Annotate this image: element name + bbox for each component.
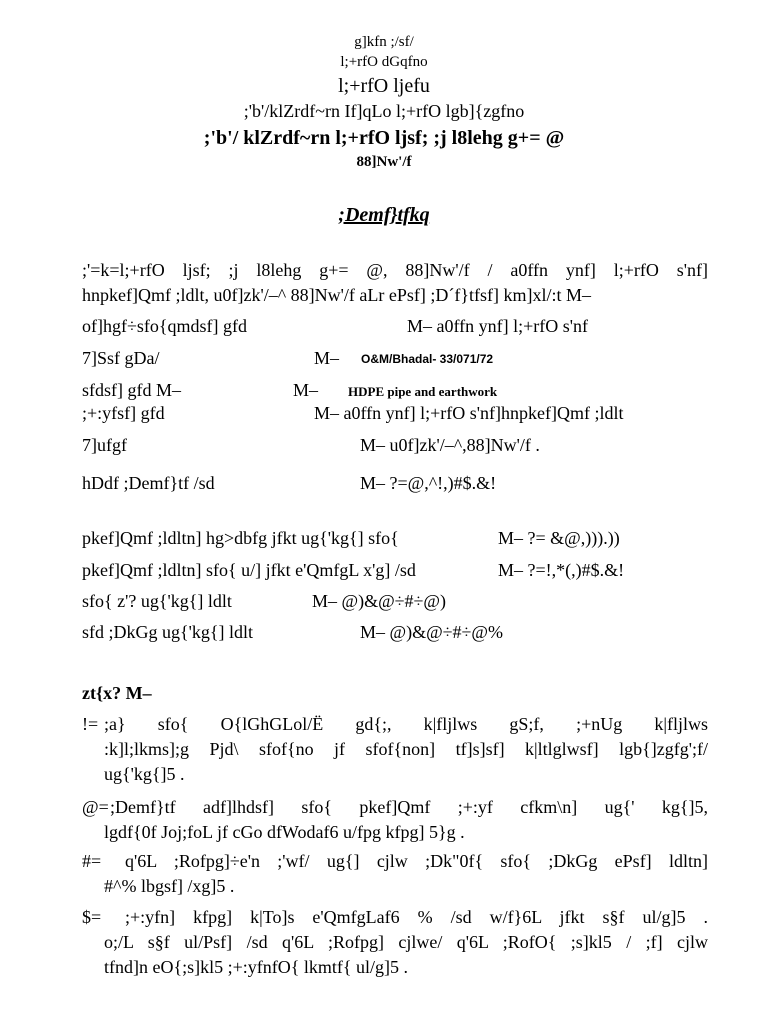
address-value: M– u0f]zk'/–^,88]Nw'/f . (360, 435, 540, 455)
header-directorate: ;'b'/klZrdf~rn If]qLo l;+rfO lgb]{zgfno (243, 101, 525, 121)
condition-2-number: @= (82, 797, 109, 817)
contract-number-sep: M– (314, 348, 340, 368)
document-title: ;Demf}tfkq (338, 204, 430, 226)
contract-number-label: 7]Ssf gDa/ (82, 348, 160, 368)
intro-line-1: ;'=k=l;+rfO ljsf; ;j l8lehg g+= @, 88]Nw'/f / a0ffn ynf] l;+rfO s'nf] (82, 260, 708, 280)
condition-2-line-1: ;Demf}tf adf]lhdsf] sfo{ pkef]Qmf ;+:yf cfkm\n] ug{' kg{]5, (110, 797, 708, 817)
header-location: 88]Nw'/f (356, 154, 412, 170)
project-name-value: M– a0ffn ynf] l;+rfO s'nf (407, 316, 589, 336)
payable-amount-label: pkef]Qmf ;ldltn] sfo{ u/] jfkt e'QmfgL x'g] /sd (82, 560, 416, 580)
address-label: 7]ufgf (82, 435, 127, 455)
completion-date-value: M– @)&@÷#÷@% (360, 622, 503, 642)
condition-3-number: #= (82, 851, 102, 871)
header-ministry-line2: l;+rfO dGqfno (340, 54, 428, 70)
condition-4-line-2: o;/L s§f ul/Psf] /sd q'6L ;Rofpg] cjlwe/ q'6L ;RofO{ ;s]kl5 / ;f] cjlw (104, 932, 708, 952)
work-name-value: HDPE pipe and earthwork (348, 384, 498, 399)
intro-line-2: hnpkef]Qmf ;ldlt, u0f]zk'/–^ 88]Nw'/f aLr ePsf] ;D´f}tfsf] km]xl/:t M– (82, 285, 591, 305)
condition-4-line-1: ;+:yfn] kfpg] k|To]s e'QmfgLaf6 % /sd w/f}6L jfkt s§f ul/g]5 . (125, 907, 708, 927)
work-name-sep: M– (293, 380, 319, 400)
condition-1-line-3: ug{'kg{]5 . (104, 764, 185, 784)
work-name-label: sfdsf] gfd M– (82, 380, 181, 400)
header-ministry-line1: g]kfn ;/sf/ (354, 34, 414, 50)
condition-4-number: $= (82, 907, 102, 927)
total-agreement-amount-value: M– ?=@,^!,)#$.&! (360, 473, 497, 493)
condition-1-line-2: :k]l;lkms];g Pjd\ sfof{no jf sfof{non] tf]s]sf] k|ltlglwsf] lgb{]zgfg';f/ (104, 739, 708, 759)
header-division: ;'b'/ klZrdf~rn l;+rfO ljsf; ;j l8lehg g+= @ (203, 127, 565, 149)
condition-1-line-1: ;a} sfo{ O{lGhGLol/Ë gd{;, k|fljlws gS;f, ;+nUg k|fljlws (104, 714, 708, 734)
contract-number-value: O&M/Bhadal- 33/071/72 (361, 352, 494, 366)
labor-contribution-value: M– ?= &@,))).)) (498, 528, 620, 548)
labor-contribution-label: pkef]Qmf ;ldltn] hg>dbfg jfkt ug{'kg{] sfo{ (82, 528, 399, 548)
header-department: l;+rfO ljefu (338, 75, 430, 97)
condition-1-number: != (82, 714, 99, 734)
condition-4-line-3: tfnd]n eO{;s]kl5 ;+:yfnfO{ lkmtf{ ul/g]5 . (104, 957, 409, 977)
total-agreement-amount-label: hDdf ;Demf}tf /sd (82, 473, 215, 493)
start-date-label: sfo{ z'? ug{'kg{] ldlt (82, 591, 232, 611)
payable-amount-value: M– ?=!,*(,)#$.&! (498, 560, 625, 580)
completion-date-label: sfd ;DkGg ug{'kg{] ldlt (82, 622, 254, 642)
organization-name-value: M– a0ffn ynf] l;+rfO s'nf]hnpkef]Qmf ;ldlt (314, 403, 624, 423)
condition-2-line-2: lgdf{0f Joj;foL jf cGo dfWodaf6 u/fpg kfpg] 5}g . (104, 822, 465, 842)
conditions-heading: zt{x? M– (82, 683, 152, 703)
condition-3-line-1: q'6L ;Rofpg]÷e'n ;'wf/ ug{] cjlw ;Dk"0f{ sfo{ ;DkGg ePsf] ldltn] (125, 851, 708, 871)
organization-name-label: ;+:yfsf] gfd (82, 403, 165, 423)
start-date-value: M– @)&@÷#÷@) (312, 591, 446, 611)
project-name-label: of]hgf÷sfo{qmdsf] gfd (82, 316, 247, 336)
condition-3-line-2: #^% lbgsf] /xg]5 . (104, 876, 235, 896)
